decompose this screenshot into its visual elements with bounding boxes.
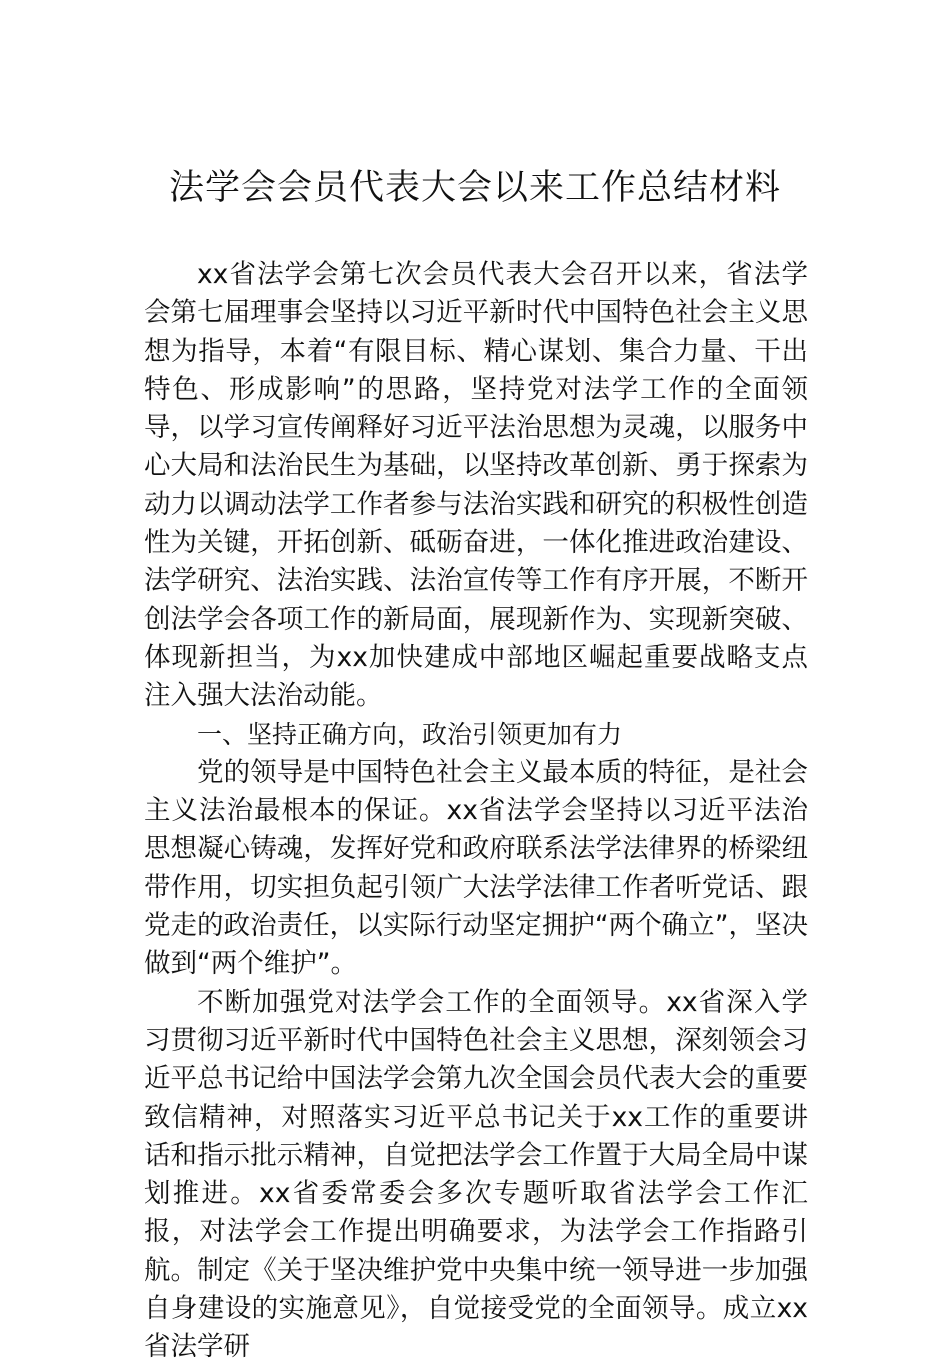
document-body (144, 256, 808, 1367)
intro-paragraph: xx省法学会第七次会员代表大会召开以来，省法学会第七届理事会坚持以习近平新时代中国特色社会主义思想为指导，本着“有限目标、精心谋划、集合力量、干出特色、形成影响”的思路，坚持党对法学工作的全面领导，以学习宣传阐释好习近平法治思想为灵魂，以服务中心大局和法治民生为基础，以坚持改革创新、勇于探索为动力以调动法学工作者参与法治实践和研究的积极性创造性为关键，开拓创新、砥砺奋进，一体化推进政治建设、法学研究、法治实践、法治宣传等工作有序开展，不断开创法学会各项工作的新局面，展现新作为、实现新突破、体现新担当，为xx加快建成中部地区崛起重要战略支点注入强大法治动能。 (144, 259, 808, 712)
section-paragraph-1: 党的领导是中国特色社会主义最本质的特征，是社会主义法治最根本的保证。xx省法学会坚持以习近平法治思想凝心铸魂，发挥好党和政府联系法学法律界的桥梁纽带作用，切实担负起引领广大法学法律工作者听党话、跟党走的政治责任，以实际行动坚定拥护“两个确立”，坚决做到“两个维护”。 (144, 756, 808, 980)
section-paragraph-2: 不断加强党对法学会工作的全面领导。xx省深入学习贯彻习近平新时代中国特色社会主义思想，深刻领会习近平总书记给中国法学会第九次全国会员代表大会的重要致信精神，对照落实习近平总书记关于xx工作的重要讲话和指示批示精神，自觉把法学会工作置于大局全局中谋划推进。xx省委常委会多次专题听取省法学会工作汇报，对法学会工作提出明确要求，为法学会工作指路引航。制定《关于坚决维护党中央集中统一领导进一步加强自身建设的实施意见》，自觉接受党的全面领导。成立xx省法学研 (144, 986, 808, 1363)
document-title: 法学会会员代表大会以来工作总结材料 (168, 168, 781, 208)
section-heading: 一、坚持正确方向，政治引领更加有力 (197, 719, 623, 749)
